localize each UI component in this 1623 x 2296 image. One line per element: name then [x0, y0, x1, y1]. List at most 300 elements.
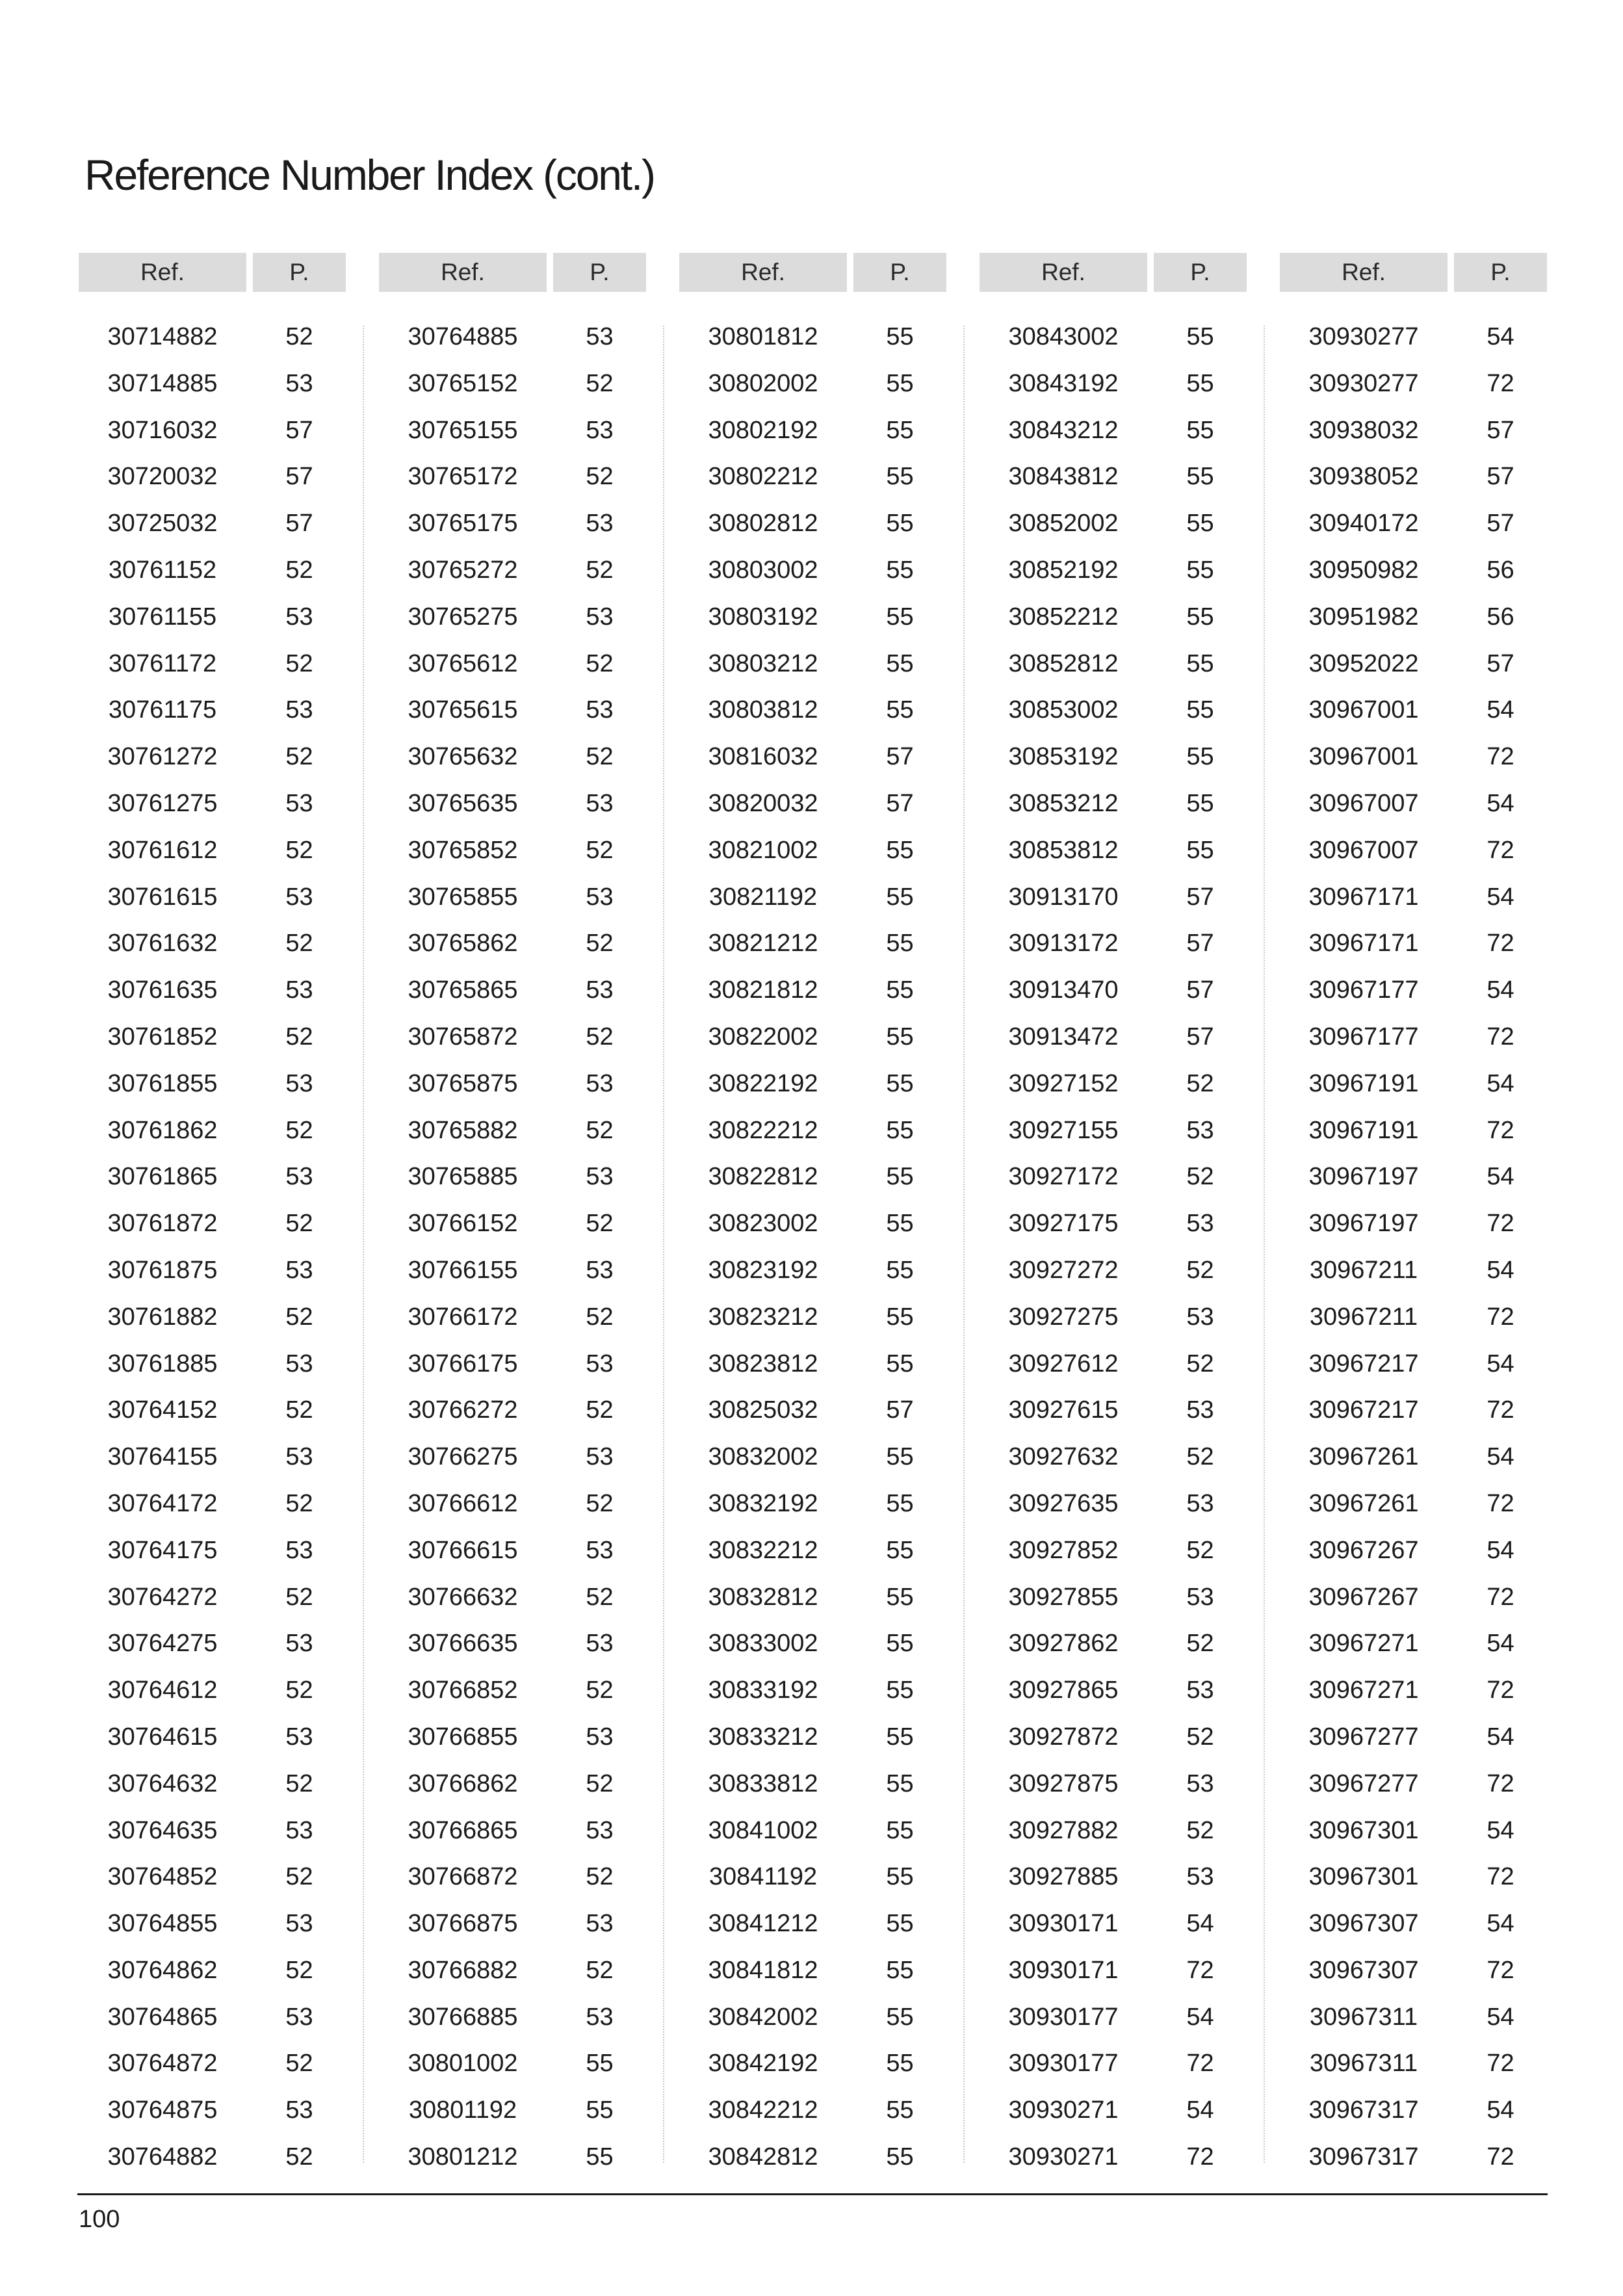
index-row [379, 920, 646, 967]
page-ref: 55 [1186, 696, 1214, 724]
ref-number: 30967271 [1308, 1630, 1419, 1658]
index-row [679, 1201, 946, 1247]
ref-number: 30927852 [1008, 1536, 1119, 1564]
page-ref: 55 [886, 1350, 914, 1377]
ref-number: 30803812 [708, 696, 818, 724]
index-row [679, 408, 946, 454]
page-ref: 53 [285, 1163, 313, 1191]
page-ref: 52 [1186, 1443, 1214, 1471]
ref-number: 30967317 [1308, 2096, 1419, 2124]
ref-number: 30821212 [708, 930, 818, 958]
ref-number: 30765615 [408, 696, 518, 724]
page-ref: 55 [886, 1956, 914, 1984]
page-ref: 52 [285, 1769, 313, 1797]
page-ref: 52 [1186, 1163, 1214, 1191]
index-row [980, 2134, 1247, 2181]
page-ref: 53 [586, 323, 614, 350]
index-row [379, 1854, 646, 1901]
ref-number: 30842192 [708, 2050, 818, 2078]
page-ref: 54 [1487, 696, 1514, 724]
index-row [79, 874, 346, 921]
index-row [980, 2041, 1247, 2087]
ref-number: 30927615 [1008, 1396, 1119, 1424]
page-ref: 55 [1186, 743, 1214, 771]
ref-number: 30967277 [1308, 1723, 1419, 1751]
index-row [79, 1387, 346, 1434]
index-column-2 [379, 253, 646, 2184]
ref-header: Ref. [379, 253, 547, 292]
page-ref: 55 [886, 930, 914, 958]
ref-number: 30761612 [107, 836, 218, 864]
index-row [1280, 1808, 1547, 1855]
page-ref: 52 [1186, 1816, 1214, 1844]
ref-number: 30967211 [1309, 1256, 1418, 1284]
page-ref: 54 [1487, 1816, 1514, 1844]
page-ref: 53 [285, 1723, 313, 1751]
index-row [679, 1434, 946, 1481]
page-ref: 52 [586, 1210, 614, 1238]
ref-number: 30967311 [1309, 2050, 1418, 2078]
ref-number: 30764272 [107, 1583, 218, 1611]
index-rows [980, 314, 1247, 2181]
index-row [980, 2087, 1247, 2134]
page-ref: 72 [1487, 1583, 1514, 1611]
ref-number: 30927632 [1008, 1443, 1119, 1471]
page-ref: 53 [285, 603, 313, 631]
ref-number: 30930177 [1008, 2003, 1119, 2031]
page-ref: 52 [586, 930, 614, 958]
page-ref: 54 [1487, 1256, 1514, 1284]
index-row [980, 361, 1247, 408]
page-ref: 53 [586, 1350, 614, 1377]
page-ref: 53 [285, 1256, 313, 1284]
ref-number: 30766875 [408, 1910, 518, 1938]
index-row [1280, 1294, 1547, 1341]
page-ref: 53 [1186, 1863, 1214, 1891]
index-row [679, 734, 946, 781]
page-ref: 72 [1487, 1489, 1514, 1517]
page-ref: 55 [886, 1536, 914, 1564]
index-row [1280, 1014, 1547, 1061]
index-row [1280, 1667, 1547, 1714]
page-ref: 52 [1186, 1350, 1214, 1377]
index-row [79, 828, 346, 874]
index-row [79, 1481, 346, 1528]
page-ref: 57 [1186, 976, 1214, 1004]
ref-number: 30803212 [708, 649, 818, 677]
ref-number: 30938032 [1308, 416, 1419, 444]
index-row [79, 1901, 346, 1948]
ref-number: 30714885 [107, 369, 218, 397]
index-row [379, 1621, 646, 1667]
ref-number: 30967307 [1308, 1910, 1419, 1938]
page-ref: 53 [285, 1536, 313, 1564]
ref-number: 30967311 [1309, 2003, 1418, 2031]
page-ref: 54 [1487, 1069, 1514, 1097]
ref-number: 30803002 [708, 556, 818, 584]
index-row [79, 408, 346, 454]
index-row [1280, 408, 1547, 454]
ref-number: 30927612 [1008, 1350, 1119, 1377]
ref-number: 30927635 [1008, 1489, 1119, 1517]
index-row [1280, 1994, 1547, 2041]
index-row [679, 1808, 946, 1855]
ref-number: 30822212 [708, 1116, 818, 1144]
ref-number: 30913472 [1008, 1023, 1119, 1050]
page-header: P. [1454, 253, 1547, 292]
page-ref: 52 [285, 1116, 313, 1144]
index-row [379, 1201, 646, 1247]
index-row [980, 1714, 1247, 1761]
page-ref: 53 [1186, 1303, 1214, 1331]
ref-number: 30766635 [408, 1630, 518, 1658]
page-ref: 53 [586, 696, 614, 724]
ref-number: 30801192 [408, 2096, 517, 2124]
page-ref: 53 [285, 696, 313, 724]
index-row [379, 1341, 646, 1388]
index-row [1280, 547, 1547, 594]
page-ref: 53 [1186, 1396, 1214, 1424]
ref-number: 30927872 [1008, 1723, 1119, 1751]
index-row [980, 314, 1247, 361]
index-row [379, 1528, 646, 1574]
ref-number: 30802192 [708, 416, 818, 444]
page-ref: 72 [1487, 1396, 1514, 1424]
page-ref: 54 [1487, 2096, 1514, 2124]
ref-number: 30766852 [408, 1676, 518, 1704]
ref-number: 30822002 [708, 1023, 818, 1050]
column-header [1280, 253, 1547, 292]
page-ref: 55 [886, 323, 914, 350]
page-ref: 53 [586, 789, 614, 817]
ref-number: 30766172 [408, 1303, 518, 1331]
ref-number: 30765172 [408, 463, 518, 491]
ref-number: 30764275 [107, 1630, 218, 1658]
ref-number: 30766152 [408, 1210, 518, 1238]
ref-number: 30967197 [1308, 1210, 1419, 1238]
index-row [79, 1574, 346, 1621]
index-row [1280, 967, 1547, 1014]
page-ref: 54 [1487, 976, 1514, 1004]
page-ref: 53 [285, 976, 313, 1004]
index-row [980, 1294, 1247, 1341]
index-row [980, 874, 1247, 921]
index-row [980, 1247, 1247, 1294]
index-row [1280, 1481, 1547, 1528]
page-ref: 52 [285, 743, 313, 771]
ref-number: 30967211 [1309, 1303, 1418, 1331]
ref-number: 30853812 [1008, 836, 1119, 864]
index-row [79, 687, 346, 734]
page-ref: 53 [586, 1910, 614, 1938]
page-ref: 57 [1487, 510, 1514, 538]
ref-number: 30967191 [1308, 1116, 1419, 1144]
index-row [79, 1341, 346, 1388]
ref-number: 30764885 [408, 323, 518, 350]
ref-number: 30725032 [107, 510, 218, 538]
ref-number: 30761855 [107, 1069, 218, 1097]
page-ref: 53 [586, 1630, 614, 1658]
page-ref: 52 [586, 1396, 614, 1424]
page-ref: 52 [285, 1863, 313, 1891]
index-row [79, 1948, 346, 1994]
page-ref: 72 [1487, 1116, 1514, 1144]
ref-number: 30761155 [108, 603, 217, 631]
page-ref: 54 [1487, 883, 1514, 911]
ref-number: 30765175 [408, 510, 518, 538]
ref-number: 30821192 [708, 883, 818, 911]
ref-number: 30761635 [107, 976, 218, 1004]
page-ref: 55 [886, 463, 914, 491]
ref-number: 30930271 [1008, 2143, 1119, 2171]
index-row [1280, 1761, 1547, 1808]
index-row [679, 2041, 946, 2087]
index-row [79, 454, 346, 501]
ref-number: 30930277 [1308, 369, 1419, 397]
index-row [379, 361, 646, 408]
ref-number: 30852192 [1008, 556, 1119, 584]
ref-number: 30823002 [708, 1210, 818, 1238]
page-ref: 53 [285, 789, 313, 817]
page-ref: 53 [586, 510, 614, 538]
ref-number: 30803192 [708, 603, 818, 631]
index-row [79, 1808, 346, 1855]
page-ref: 52 [285, 556, 313, 584]
ref-number: 30765612 [408, 649, 518, 677]
ref-number: 30716032 [107, 416, 218, 444]
index-row [1280, 687, 1547, 734]
index-row [679, 967, 946, 1014]
index-row [1280, 1528, 1547, 1574]
page-ref: 53 [285, 369, 313, 397]
ref-number: 30950982 [1308, 556, 1419, 584]
ref-number: 30761872 [107, 1210, 218, 1238]
index-row [79, 547, 346, 594]
index-row [79, 1854, 346, 1901]
index-row [1280, 1901, 1547, 1948]
page-header: P. [553, 253, 646, 292]
page-ref: 52 [586, 1863, 614, 1891]
index-row [980, 408, 1247, 454]
page-ref: 53 [1186, 1489, 1214, 1517]
page-ref: 53 [285, 1910, 313, 1938]
ref-number: 30930171 [1008, 1956, 1119, 1984]
index-row [379, 687, 646, 734]
ref-number: 30927862 [1008, 1630, 1119, 1658]
index-row [79, 1201, 346, 1247]
page-ref: 55 [886, 1443, 914, 1471]
ref-number: 30843812 [1008, 463, 1119, 491]
ref-number: 30841192 [708, 1863, 818, 1891]
page-header: P. [253, 253, 346, 292]
index-row [379, 1154, 646, 1201]
page-ref: 72 [1487, 1676, 1514, 1704]
page-ref: 53 [586, 416, 614, 444]
index-row [79, 967, 346, 1014]
page-ref: 52 [285, 1396, 313, 1424]
ref-number: 30833192 [708, 1676, 818, 1704]
index-row [1280, 2041, 1547, 2087]
page-ref: 55 [886, 1163, 914, 1191]
page-ref: 52 [586, 1303, 614, 1331]
page-ref: 53 [586, 1256, 614, 1284]
page-ref: 53 [285, 2096, 313, 2124]
index-row [980, 1901, 1247, 1948]
page-ref: 52 [285, 836, 313, 864]
page-ref: 57 [285, 416, 313, 444]
page-ref: 53 [285, 1816, 313, 1844]
index-row [980, 1108, 1247, 1155]
ref-number: 30842812 [708, 2143, 818, 2171]
ref-number: 30841212 [708, 1910, 818, 1938]
page-ref: 72 [1487, 1303, 1514, 1331]
ref-number: 30832192 [708, 1489, 818, 1517]
page-ref: 52 [285, 1303, 313, 1331]
ref-number: 30765875 [408, 1069, 518, 1097]
ref-number: 30967307 [1308, 1956, 1419, 1984]
index-row [379, 408, 646, 454]
index-row [679, 1901, 946, 1948]
ref-number: 30765632 [408, 743, 518, 771]
index-row [1280, 1154, 1547, 1201]
page-ref: 55 [886, 1583, 914, 1611]
index-row [79, 1621, 346, 1667]
ref-number: 30764172 [107, 1489, 218, 1517]
index-row [1280, 1201, 1547, 1247]
index-row [679, 2134, 946, 2181]
page-ref: 52 [1186, 1723, 1214, 1751]
column-header [79, 253, 346, 292]
page-ref: 55 [886, 416, 914, 444]
ref-number: 30841812 [708, 1956, 818, 1984]
index-row [679, 687, 946, 734]
column-divider [1264, 326, 1265, 2163]
page-ref: 54 [1186, 2096, 1214, 2124]
page-ref: 72 [1186, 1956, 1214, 1984]
ref-number: 30853192 [1008, 743, 1119, 771]
page-ref: 72 [1487, 836, 1514, 864]
ref-header: Ref. [79, 253, 246, 292]
ref-number: 30913172 [1008, 930, 1119, 958]
ref-number: 30967001 [1308, 743, 1419, 771]
page-ref: 55 [1186, 510, 1214, 538]
page-ref: 55 [886, 603, 914, 631]
index-row [79, 1528, 346, 1574]
ref-number: 30766615 [408, 1536, 518, 1564]
index-row [679, 1341, 946, 1388]
page-ref: 55 [1186, 416, 1214, 444]
index-row [980, 594, 1247, 641]
index-row [980, 454, 1247, 501]
index-row [379, 1387, 646, 1434]
page-ref: 54 [1487, 1910, 1514, 1938]
ref-number: 30825032 [708, 1396, 818, 1424]
index-row [79, 781, 346, 828]
page-ref: 52 [285, 1023, 313, 1050]
ref-number: 30927275 [1008, 1303, 1119, 1331]
ref-number: 30821002 [708, 836, 818, 864]
column-divider [363, 326, 364, 2163]
ref-number: 30765882 [408, 1116, 518, 1144]
index-row [1280, 2134, 1547, 2181]
index-rows [679, 314, 946, 2181]
ref-number: 30852002 [1008, 510, 1119, 538]
index-row [980, 1994, 1247, 2041]
page-ref: 54 [1186, 1910, 1214, 1938]
page-ref: 55 [1186, 556, 1214, 584]
index-row [379, 874, 646, 921]
ref-number: 30766882 [408, 1956, 518, 1984]
index-row [980, 1948, 1247, 1994]
page-ref: 56 [1487, 556, 1514, 584]
index-row [379, 828, 646, 874]
page-header: P. [1154, 253, 1247, 292]
page-ref: 57 [1186, 930, 1214, 958]
index-row [980, 1854, 1247, 1901]
page-ref: 52 [285, 930, 313, 958]
ref-number: 30765275 [408, 603, 518, 631]
ref-number: 30967177 [1308, 1023, 1419, 1050]
index-row [679, 361, 946, 408]
footer-rule [77, 2193, 1548, 2195]
ref-number: 30833002 [708, 1630, 818, 1658]
index-row [980, 781, 1247, 828]
ref-number: 30764155 [107, 1443, 218, 1471]
index-row [79, 1061, 346, 1108]
ref-number: 30764175 [107, 1536, 218, 1564]
page-ref: 52 [285, 1583, 313, 1611]
page-ref: 53 [586, 2003, 614, 2031]
index-row [79, 1014, 346, 1061]
ref-number: 30766272 [408, 1396, 518, 1424]
ref-number: 30764152 [107, 1396, 218, 1424]
index-row [379, 734, 646, 781]
index-row [980, 547, 1247, 594]
index-rows [1280, 314, 1547, 2181]
ref-number: 30833812 [708, 1769, 818, 1797]
ref-header: Ref. [679, 253, 847, 292]
ref-number: 30823192 [708, 1256, 818, 1284]
page-ref: 52 [586, 1769, 614, 1797]
ref-number: 30843002 [1008, 323, 1119, 350]
index-row [679, 1854, 946, 1901]
page-ref: 53 [285, 1069, 313, 1097]
page-ref: 53 [1186, 1769, 1214, 1797]
page-ref: 53 [586, 1723, 614, 1751]
page-ref: 52 [586, 369, 614, 397]
index-row [1280, 1341, 1547, 1388]
page-ref: 55 [886, 1910, 914, 1938]
index-row [79, 501, 346, 547]
index-row [379, 1667, 646, 1714]
page-ref: 55 [586, 2143, 614, 2171]
ref-number: 30764852 [107, 1863, 218, 1891]
page-ref: 55 [886, 976, 914, 1004]
index-row [980, 1481, 1247, 1528]
index-row [79, 2134, 346, 2181]
index-row [980, 1621, 1247, 1667]
page-ref: 72 [1487, 1210, 1514, 1238]
ref-number: 30765862 [408, 930, 518, 958]
ref-number: 30802812 [708, 510, 818, 538]
index-row [1280, 361, 1547, 408]
index-row [1280, 2087, 1547, 2134]
page-number: 100 [79, 2206, 120, 2233]
page-ref: 53 [586, 883, 614, 911]
index-row [679, 1247, 946, 1294]
index-row [679, 1294, 946, 1341]
page-ref: 53 [586, 1069, 614, 1097]
